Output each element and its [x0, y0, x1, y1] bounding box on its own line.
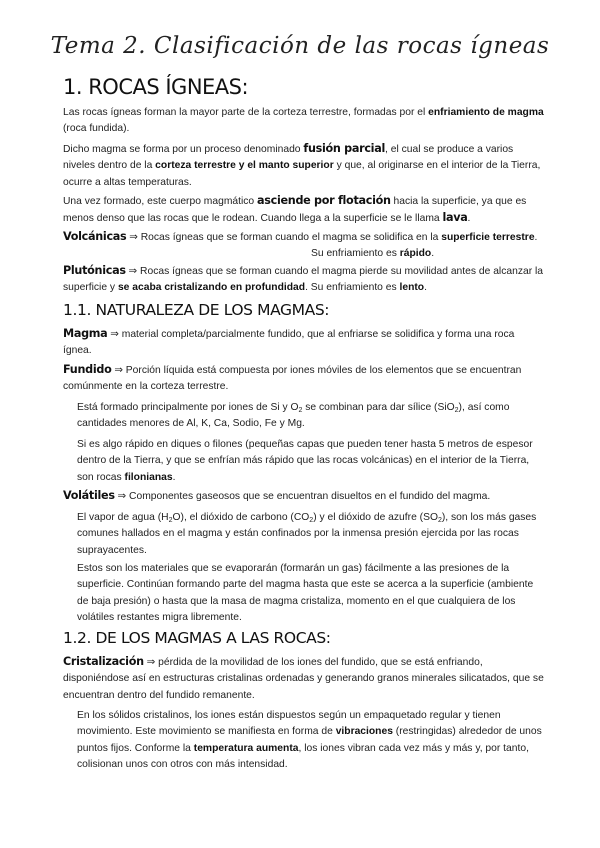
paragraph-diques — [77, 437, 545, 486]
text: hacia la superficie, ya que es menos denso que las rocas que le rodean. Cuando llega a la superficie se le llama — [63, 196, 527, 225]
text: O), el dióxido de carbono (CO — [172, 512, 310, 523]
section-heading-naturaleza: 1.1. NATURALEZA DE LOS MAGMAS: — [63, 301, 330, 319]
text: . — [172, 471, 176, 483]
text: ⇒ Componentes gaseosos que se encuentran disueltos en el fundido del magma. — [114, 491, 491, 502]
term-plutonicas: Plutónicas — [63, 264, 126, 277]
bold-text: se acaba cristalizando en profundidad — [117, 282, 306, 294]
section-heading-rocas-igneas: 1. ROCAS ÍGNEAS: — [63, 75, 249, 99]
bold-text: asciende por flotación — [257, 194, 391, 207]
paragraph-ascenso — [63, 193, 545, 228]
paragraph-volcanicas — [63, 229, 545, 263]
paragraph-evaporan: Estos son los materiales que se evaporarán (formarán un gas) fácilmente a las presiones de la superficie. Continúan formando parte del magma hasta que este se acerca a la superficie (ambiente de baja presión) o hasta que la masa de magma cristaliza, momento en el que cualquiera de los volátiles restantes migra libremente. — [77, 563, 534, 623]
paragraph-plutonicas — [63, 263, 545, 297]
subscript: 2 — [309, 517, 314, 524]
section-heading-magmas-rocas: 1.2. DE LOS MAGMAS A LAS ROCAS: — [63, 629, 331, 647]
term-volcanicas: Volcánicas — [63, 230, 127, 243]
subscript: 2 — [298, 407, 303, 414]
text: ⇒ material completa/parcialmente fundido, que al enfriarse se solidifica y forma una roca ígnea. — [63, 329, 515, 357]
bold-text: enfriamiento de magma — [428, 107, 544, 118]
term-cristalizacion: Cristalización — [63, 655, 144, 668]
paragraph-fundido — [63, 362, 545, 396]
bold-text: corteza terrestre y el manto superior — [155, 160, 334, 172]
text: Si es algo rápido en diques o filones (pequeñas capas que pueden tener hasta 5 metros de espesor dentro de la Tierra, y que se enfrían más rápido que las rocas volcánicas) en el interior de la Tierra, son rocas — [77, 439, 533, 483]
bold-text: temperatura aumenta — [193, 742, 299, 754]
text: Una vez formado, este cuerpo magmático — [63, 196, 258, 207]
text: En los sólidos cristalinos, los iones están dispuestos según un empaquetado regular y tienen movimiento. Este movimiento se manifiesta en forma de — [77, 710, 501, 738]
paragraph-cristalizacion — [63, 654, 545, 704]
paragraph-intro — [63, 105, 545, 138]
text: , los iones vibran cada vez más y más y, por tanto, colisionan unos con otros con más intensidad. — [77, 742, 529, 770]
bold-text: lento — [399, 282, 425, 294]
term-magma: Magma — [63, 327, 108, 340]
text: . — [431, 248, 435, 260]
subscript: 2 — [168, 517, 173, 524]
subscript: 2 — [437, 517, 442, 524]
paragraph-volatiles — [63, 488, 545, 505]
bold-text: lava — [442, 211, 468, 225]
text: Las rocas ígneas forman la mayor parte de la corteza terrestre, formadas por el — [63, 107, 429, 118]
bold-text: superficie terrestre — [441, 232, 535, 243]
text: . — [424, 282, 427, 294]
text: (roca fundida). — [63, 123, 130, 135]
text: ), son los más gases comunes hallados en el magma y están confinados por la inmensa presión ejercida por las rocas suprayacentes. — [77, 512, 537, 556]
text: El vapor de agua (H — [77, 512, 169, 523]
paragraph-fusion — [63, 141, 545, 191]
text: Dicho magma se forma por un proceso denominado — [63, 144, 304, 155]
term-fundido: Fundido — [63, 363, 112, 376]
text: ⇒ Porción líquida está compuesta por iones móviles de los elementos que se encuentran comúnmente en la corteza terrestre. — [63, 365, 522, 393]
bold-text: fusión parcial — [303, 142, 385, 155]
subscript: 2 — [454, 407, 459, 414]
text: . — [467, 213, 471, 225]
text: ⇒ pérdida de la movilidad de los iones del fundido, que se está enfriando, disponiéndose así en estructuras cristalinas ordenadas y generando granos minerales silicatados, que se encuentran dentro del fundido remanente. — [63, 657, 544, 701]
text: (restringidas) alrededor de unos puntos fijos. Conforme la — [77, 726, 542, 754]
bold-text: rápido — [399, 248, 432, 260]
text: ⇒ Rocas ígneas que se forman cuando el magma se solidifica en la — [126, 232, 442, 243]
paragraph-solidos — [77, 708, 545, 773]
term-volatiles: Volátiles — [63, 489, 115, 502]
paragraph-vapor — [77, 510, 545, 559]
bold-text: filonianas — [124, 471, 173, 483]
text: ) y el dióxido de azufre (SO — [313, 512, 438, 523]
text: Está formado principalmente por iones de Si y O — [77, 402, 299, 413]
text: se combinan para dar sílice (SiO — [302, 402, 455, 413]
page-title: Tema 2. Clasificación de las rocas ígneas — [50, 33, 550, 59]
paragraph-iones — [77, 400, 545, 433]
text: , el cual se produce a varios niveles dentro de la — [63, 144, 514, 172]
bold-text: vibraciones — [335, 726, 393, 738]
text: y que, al originarse en el interior de la Tierra, ocurre a altas temperaturas. — [63, 160, 541, 188]
paragraph-magma — [63, 326, 545, 360]
text: ), así como cantidades menores de Al, K, Ca, Sodio, Fe y Mg. — [77, 402, 510, 430]
text: ⇒ Rocas ígneas que se forman cuando el magma pierde su movilidad antes de alcanzar la superficie y — [63, 266, 543, 294]
text: . Su enfriamiento es — [305, 282, 400, 294]
text: Su enfriamiento es — [311, 248, 400, 260]
text: . — [534, 232, 538, 243]
